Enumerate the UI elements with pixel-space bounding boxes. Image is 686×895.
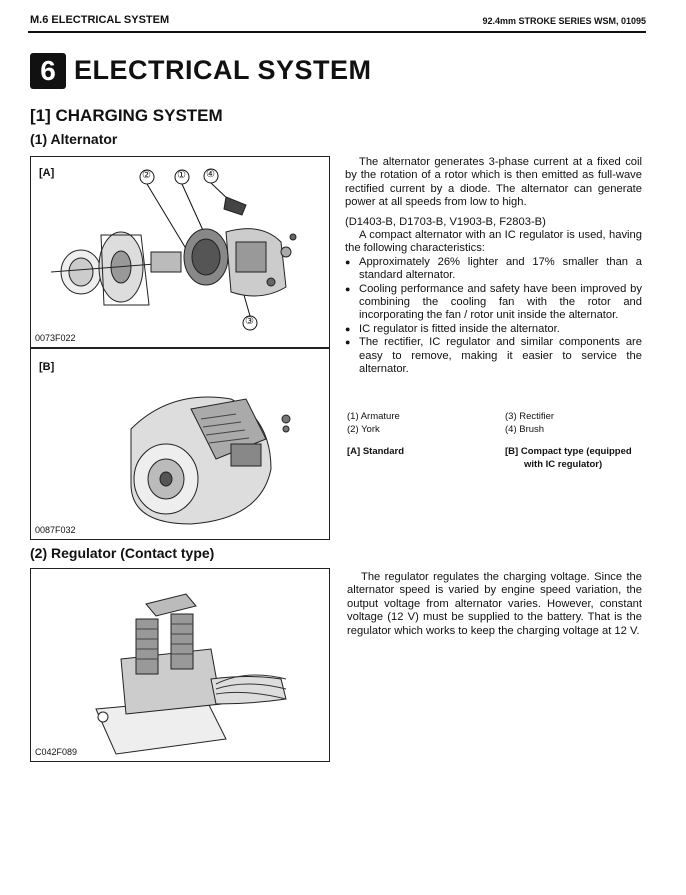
alternator-heading: (1) Alternator: [30, 131, 118, 147]
legend-figure-b-line1: [B] Compact type (equipped: [505, 446, 632, 457]
legend-figure-b: [505, 445, 632, 471]
header-rule: [28, 31, 646, 33]
callout-3: ③: [245, 316, 254, 327]
legend-item-2: (2) York: [347, 424, 380, 435]
figure-b-compact-alternator: [30, 348, 330, 540]
regulator-heading: (2) Regulator (Contact type): [30, 545, 215, 561]
bullet-item: ● IC regulator is fitted inside the alternator.: [345, 323, 642, 336]
figure-a-code: 0073F022: [35, 333, 76, 343]
regulator-text: The regulator regulates the charging voltage. Since the alternator speed is varied by engine speed variation, the output voltage from alternator varies. However, constant voltage (12 V) must be supplied to the battery. That is the regulator which works to keep the charging voltage at 12 V.: [347, 571, 642, 637]
alternator-exploded-illustration: [31, 157, 329, 347]
figure-regulator-code: C042F089: [35, 747, 78, 757]
figure-a-tag: [A]: [39, 167, 55, 179]
figure-b-code: 0087F032: [35, 525, 76, 535]
bullet-item: ● The rectifier, IC regulator and similar components are easy to remove, making it easier to service the alternator.: [345, 336, 642, 376]
legend-item-1: (1) Armature: [347, 411, 400, 422]
legend-item-4: (4) Brush: [505, 424, 545, 435]
bullet-item: ● Cooling performance and safety have been improved by combining the cooling fan with the rotor and incorporating the fan / rotor unit inside the alternator.: [345, 283, 642, 323]
bullet-item: ● Approximately 26% lighter and 17% smaller than a standard alternator.: [345, 256, 642, 283]
legend-figure-b-line2: with IC regulator): [524, 459, 603, 470]
callout-2: ②: [142, 170, 151, 181]
legend-item-3: (3) Rectifier: [505, 411, 555, 422]
figure-b-tag: [B]: [39, 361, 55, 373]
alternator-intro: The alternator generates 3-phase current at a fixed coil by the rotation of a rotor which is then emitted as full-wave rectified current by a diode. The alternator can generate power at all speeds from low to high.: [345, 156, 642, 209]
alternator-models: (D1403-B, D1703-B, V1903-B, F2803-B): [345, 215, 546, 228]
page-header-left: M.6 ELECTRICAL SYSTEM: [30, 14, 170, 26]
section-title: ELECTRICAL SYSTEM: [74, 55, 372, 85]
alternator-description: [345, 156, 642, 377]
subsection-title: [1] CHARGING SYSTEM: [30, 106, 223, 125]
regulator-description: [347, 571, 642, 638]
alternator-compact-intro: A compact alternator with an IC regulator is used, having the following characteristics:: [345, 229, 642, 255]
page-header-right: 92.4mm STROKE SERIES WSM, 01095: [482, 16, 646, 26]
figure-regulator: [30, 568, 330, 762]
regulator-illustration: [31, 569, 329, 761]
figure-a-standard-alternator: [30, 156, 330, 348]
legend-figure-a: [A] Standard: [347, 446, 404, 457]
callout-4: ④: [206, 169, 215, 180]
compact-alternator-illustration: [31, 349, 329, 539]
section-number-badge: 6: [30, 53, 66, 89]
callout-1: ①: [177, 170, 186, 181]
